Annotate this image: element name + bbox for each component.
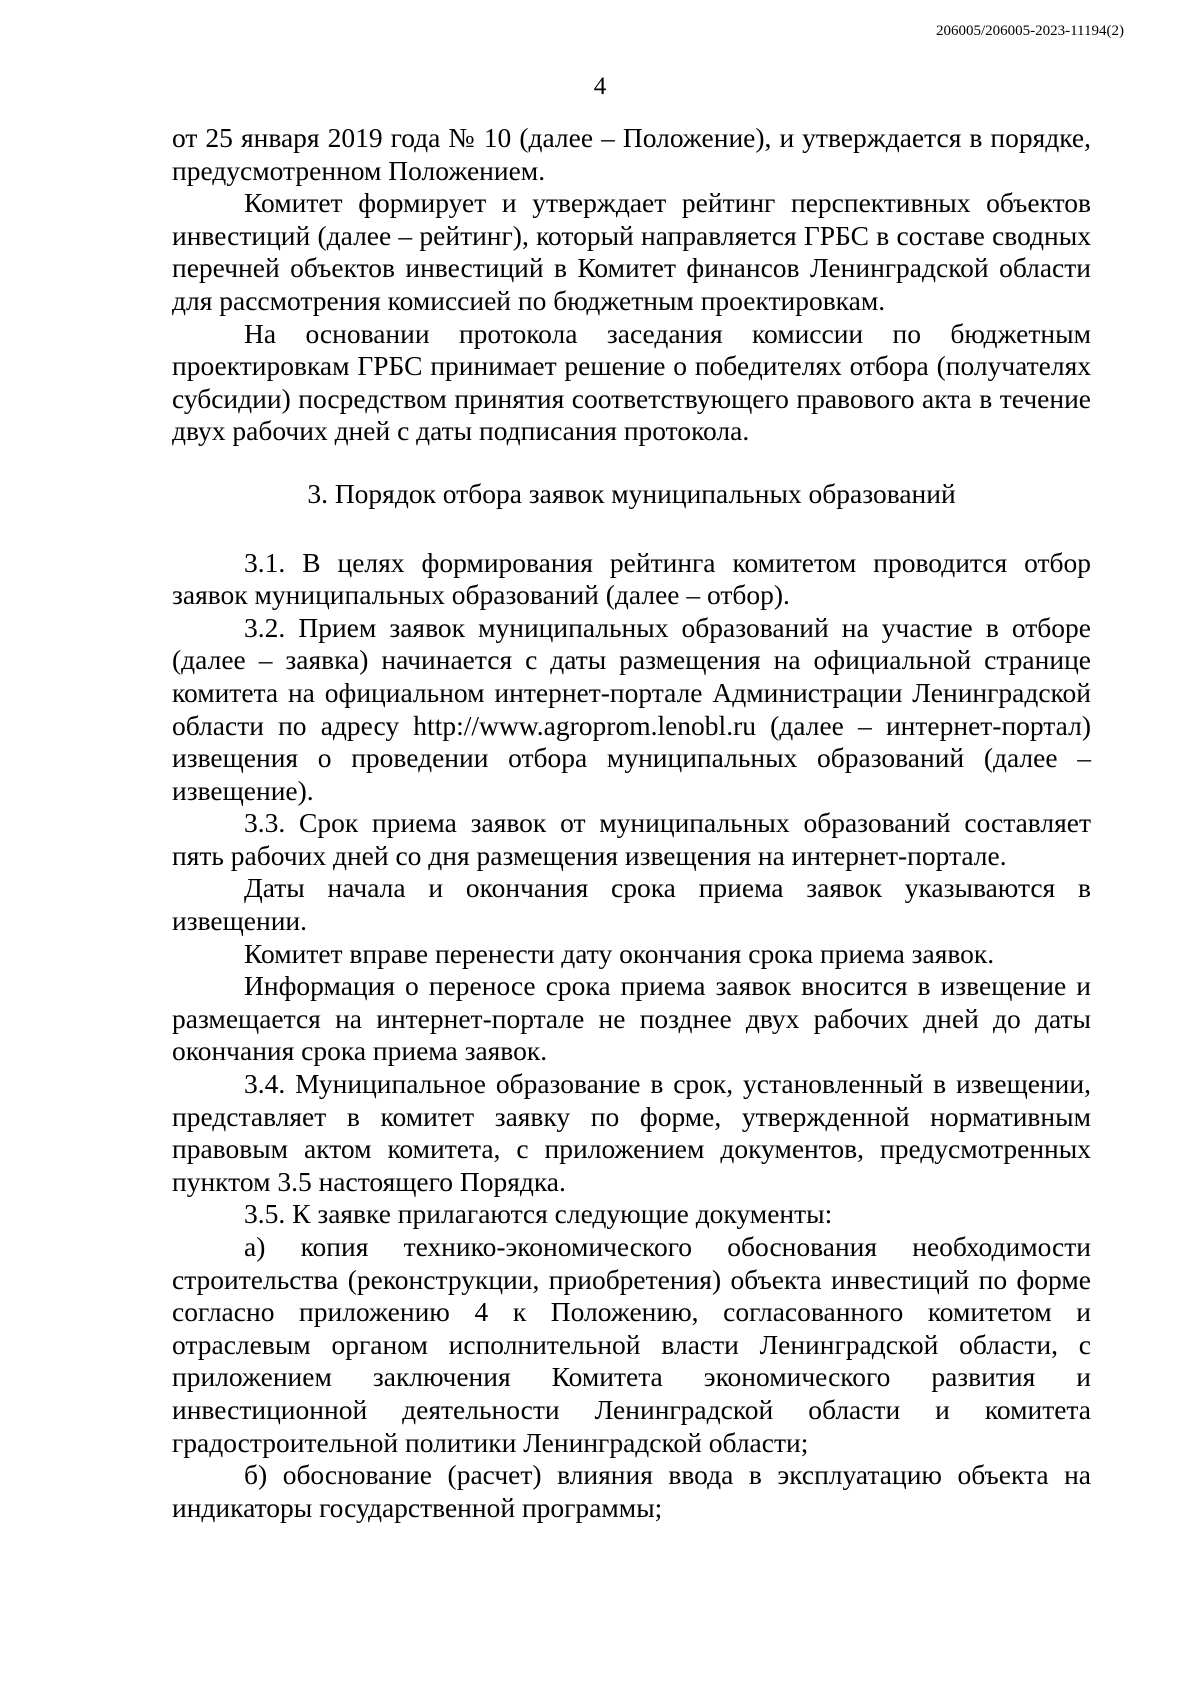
paragraph: 3.3. Срок приема заявок от муниципальных образований составляет пять рабочих дней со дня размещения извещения на интернет-портале. xyxy=(172,807,1091,871)
paragraph: Даты начала и окончания срока приема заявок указываются в извещении. xyxy=(172,872,1091,937)
paragraph: от 25 января 2019 года № 10 (далее – Положение), и утверждается в порядке, предусмотренном Положением. xyxy=(172,122,1091,186)
paragraph: 3.2. Прием заявок муниципальных образований на участие в отборе (далее – заявка) начинается с даты размещения на официальной странице комитета на официальном интернет-портале Администрации Ленинградской области по адресу http://www.agroprom.lenobl.ru (далее – интернет-портал) извещения о проведении отбора муниципальных образований (далее – извещение). xyxy=(172,611,1091,806)
page-number: 4 xyxy=(593,73,607,100)
paragraph: 3.4. Муниципальное образование в срок, установленный в извещении, представляет в комитет заявку по форме, утвержденной нормативным правовым актом комитета, с приложением документов, предусмотренных пунктом 3.5 настоящего Порядка. xyxy=(172,1068,1091,1197)
paragraph: Информация о переносе срока приема заявок вносится в извещение и размещается на интернет-портале не позднее двух рабочих дней до даты окончания срока приема заявок. xyxy=(172,970,1091,1067)
section-heading: 3. Порядок отбора заявок муниципальных образований xyxy=(307,477,956,509)
paragraph: 3.5. К заявке прилагаются следующие документы: xyxy=(244,1198,833,1230)
paragraph: Комитет вправе перенести дату окончания срока приема заявок. xyxy=(244,937,995,969)
paragraph: На основании протокола заседания комиссии по бюджетным проектировкам ГРБС принимает решение о победителях отбора (получателях субсидии) посредством принятия соответствующего правового акта в течение двух рабочих дней с даты подписания протокола. xyxy=(172,317,1091,447)
paragraph: Комитет формирует и утверждает рейтинг перспективных объектов инвестиций (далее – рейтинг), который направляется ГРБС в составе сводных перечней объектов инвестиций в Комитет финансов Ленинградской области для рассмотрения комиссией по бюджетным проектировкам. xyxy=(172,187,1091,316)
paragraph: б) обоснование (расчет) влияния ввода в эксплуатацию объекта на индикаторы государственной программы; xyxy=(172,1459,1091,1523)
paragraph: а) копия технико-экономического обоснования необходимости строительства (реконструкции, приобретения) объекта инвестиций по форме согласно приложению 4 к Положению, согласованного комитетом и отраслевым органом исполнительной власти Ленинградской области, с приложением заключения Комитета экономического развития и инвестиционной деятельности Ленинградской области и комитета градостроительной политики Ленинградской области; xyxy=(172,1231,1091,1458)
paragraph: 3.1. В целях формирования рейтинга комитетом проводится отбор заявок муниципальных образований (далее – отбор). xyxy=(172,546,1091,611)
document-body xyxy=(172,122,1091,1524)
document-id: 206005/206005-2023-11194(2) xyxy=(935,23,1124,39)
